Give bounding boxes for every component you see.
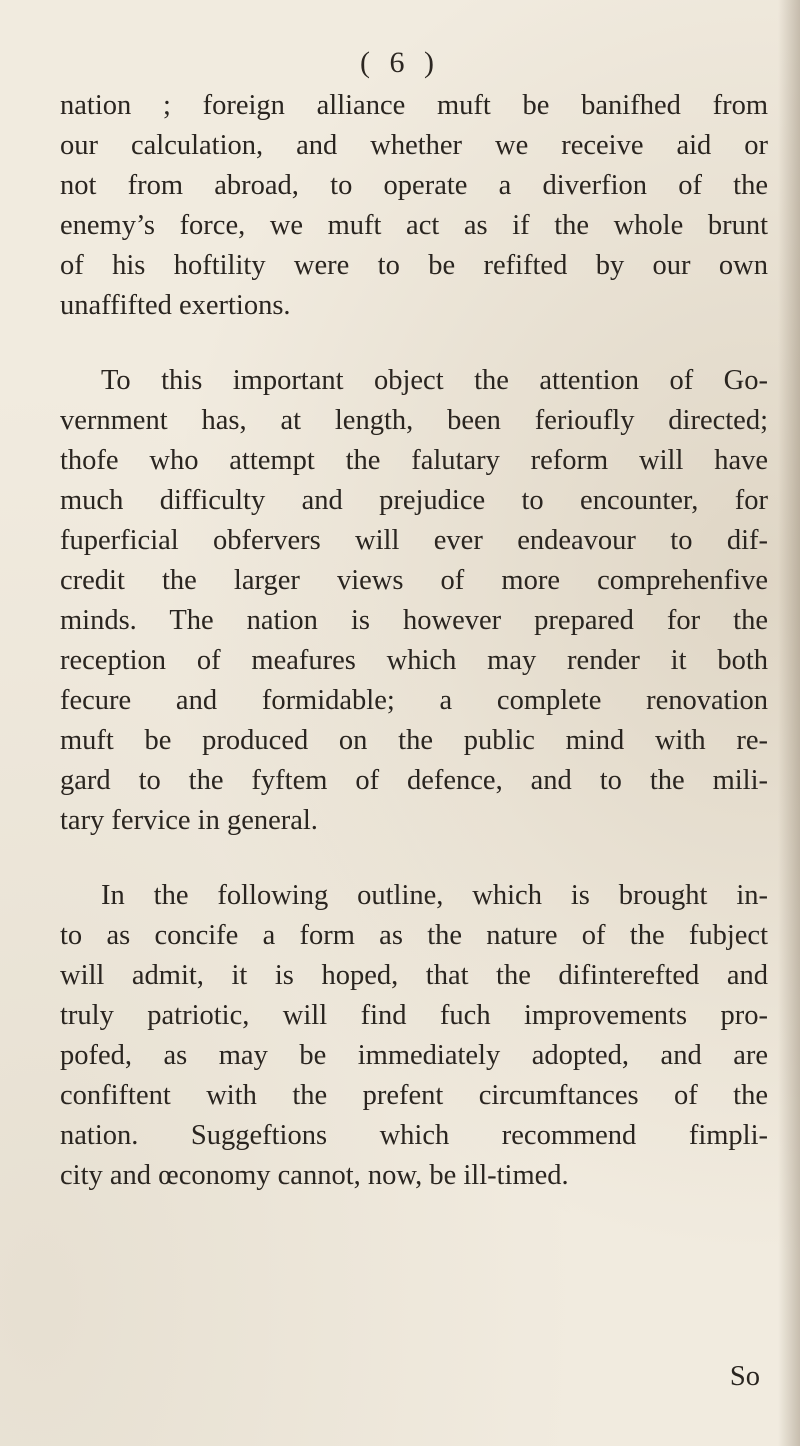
text-line: vernment has, at length, been ferioufly directed;	[60, 405, 768, 436]
text-line: much difficulty and prejudice to encounter, for	[60, 485, 768, 516]
text-line: tary fervice in general.	[60, 805, 318, 836]
text-line: nation ; foreign alliance muft be banifhed from	[60, 90, 768, 121]
text-line: fuperficial obfervers will ever endeavour to dif-	[60, 525, 768, 556]
text-line: truly patriotic, will find fuch improvements pro-	[60, 1000, 768, 1031]
paragraph	[60, 361, 768, 841]
page-edge-shadow	[778, 0, 800, 1446]
text-line: our calculation, and whether we receive aid or	[60, 130, 768, 161]
text-line: thofe who attempt the falutary reform will have	[60, 445, 768, 476]
text-line: not from abroad, to operate a diverfion of the	[60, 170, 768, 201]
text-line: nation. Suggeftions which recommend fimpli-	[60, 1120, 768, 1151]
text-line: confiftent with the prefent circumftances of the	[60, 1080, 768, 1111]
text-line: city and œconomy cannot, now, be ill-timed.	[60, 1160, 569, 1191]
text-line: to as concife a form as the nature of the fubject	[60, 920, 768, 951]
text-line: credit the larger views of more comprehenfive	[60, 565, 768, 596]
text-line: gard to the fyftem of defence, and to the mili-	[60, 765, 768, 796]
text-line: To this important object the attention of Go-	[101, 365, 768, 396]
text-line: minds. The nation is however prepared for the	[60, 605, 768, 636]
body-text	[60, 86, 768, 1196]
text-line: fecure and formidable; a complete renovation	[60, 685, 768, 716]
paragraph	[60, 876, 768, 1196]
paragraph	[60, 86, 768, 326]
text-line: unaffifted exertions.	[60, 290, 291, 321]
catchword: So	[729, 1361, 760, 1392]
text-line: reception of meafures which may render it both	[60, 645, 768, 676]
text-line: pofed, as may be immediately adopted, and are	[60, 1040, 768, 1071]
text-line: muft be produced on the public mind with re-	[60, 725, 768, 756]
text-line: of his hoftility were to be refifted by our own	[60, 250, 768, 281]
text-line: enemy’s force, we muft act as if the whole brunt	[60, 210, 768, 241]
page-number: ( 6 )	[360, 46, 440, 79]
text-line: In the following outline, which is brought in-	[101, 880, 768, 911]
text-line: will admit, it is hoped, that the difinterefted and	[60, 960, 768, 991]
